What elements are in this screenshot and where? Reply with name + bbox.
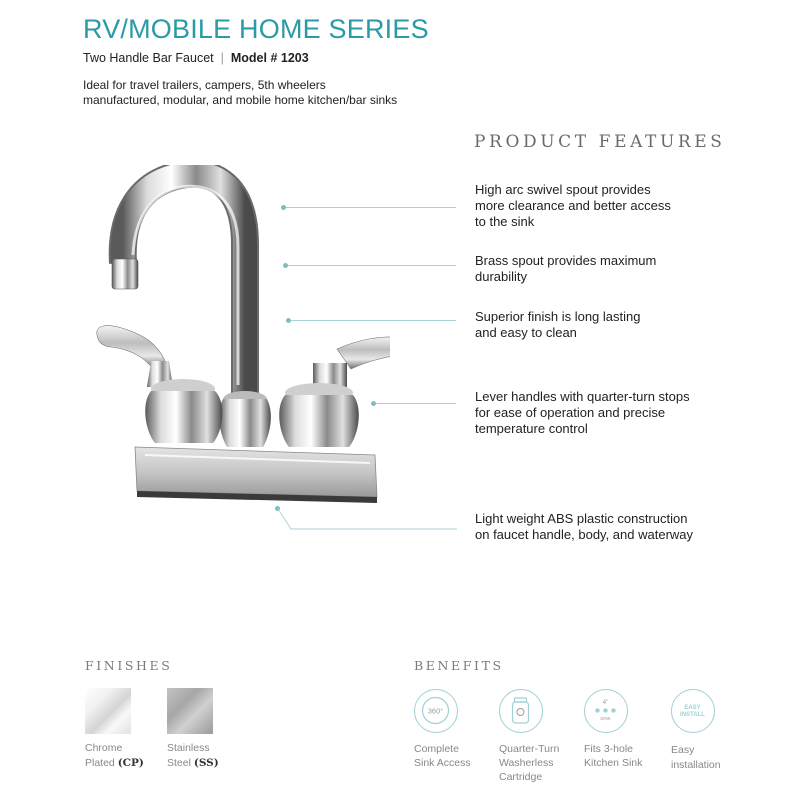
finish-label-chrome <box>85 741 144 771</box>
feature-item <box>475 309 640 341</box>
finishes-heading: FINISHES <box>85 658 173 673</box>
finish-code: (SS) <box>193 757 219 769</box>
product-features-heading: PRODUCT FEATURES <box>474 132 726 152</box>
feature-text: Lever handles with quarter-turn stops <box>475 389 690 404</box>
feature-text: for ease of operation and precise <box>475 405 666 420</box>
finish-line: Stainless <box>167 742 210 754</box>
benefit-label: Complete Sink Access <box>414 743 471 769</box>
chrome-plated-swatch <box>85 688 131 734</box>
easy-install-icon-text: EASY <box>684 705 701 711</box>
360-icon <box>414 689 458 733</box>
easy-install-icon <box>671 689 715 733</box>
subtitle-separator: | <box>220 51 224 65</box>
feature-text: to the sink <box>475 214 535 229</box>
feature-item <box>475 253 656 285</box>
product-name: Two Handle Bar Faucet <box>83 51 214 65</box>
cartridge-icon <box>499 689 543 733</box>
feature-text: Superior finish is long lasting <box>475 309 641 324</box>
intro-text <box>83 78 397 108</box>
easy-install-icon-sub: INSTALL <box>680 712 705 718</box>
benefit-label: Quarter-Turn Washerless Cartridge <box>499 743 560 783</box>
leader-line <box>291 320 456 321</box>
finish-line: Steel <box>167 757 191 769</box>
feature-text: on faucet handle, body, and waterway <box>475 527 694 542</box>
finish-line: Chrome <box>85 742 123 754</box>
intro-line: Ideal for travel trailers, campers, 5th wheelers <box>83 78 326 92</box>
product-subtitle <box>83 51 309 65</box>
leader-line <box>286 207 456 208</box>
360-icon-text: 360° <box>427 706 444 716</box>
stainless-steel-swatch <box>167 688 213 734</box>
model-number: Model # 1203 <box>230 51 309 65</box>
finish-line: Plated <box>85 757 115 769</box>
leader-line <box>376 403 456 404</box>
benefit-label: Fits 3-hole Kitchen Sink <box>584 743 643 769</box>
three-hole-sink-icon-text: 4" <box>602 699 609 706</box>
benefits-heading: BENEFITS <box>414 658 504 673</box>
leader-line <box>288 265 456 266</box>
leader-line <box>277 508 459 532</box>
feature-item <box>475 182 671 230</box>
faucet-base <box>135 447 377 497</box>
three-hole-sink-icon-sub: SINK <box>600 716 611 721</box>
intro-line: manufactured, modular, and mobile home kitchen/bar sinks <box>83 93 398 107</box>
page-title: RV/MOBILE HOME SERIES <box>83 14 429 44</box>
three-hole-sink-icon <box>584 689 628 733</box>
feature-text: more clearance and better access <box>475 198 671 213</box>
feature-text: Light weight ABS plastic construction <box>475 511 688 526</box>
finish-label-stainless <box>167 741 219 771</box>
feature-item <box>475 511 693 543</box>
finish-code: (CP) <box>117 757 144 769</box>
feature-text: High arc swivel spout provides <box>475 182 651 197</box>
feature-text: and easy to clean <box>475 325 577 340</box>
faucet-image <box>85 165 390 515</box>
feature-item <box>475 389 690 437</box>
feature-text: Brass spout provides maximum <box>475 253 657 268</box>
feature-text: temperature control <box>475 421 588 436</box>
benefit-label: Easy installation <box>671 744 721 771</box>
feature-text: durability <box>475 269 528 284</box>
